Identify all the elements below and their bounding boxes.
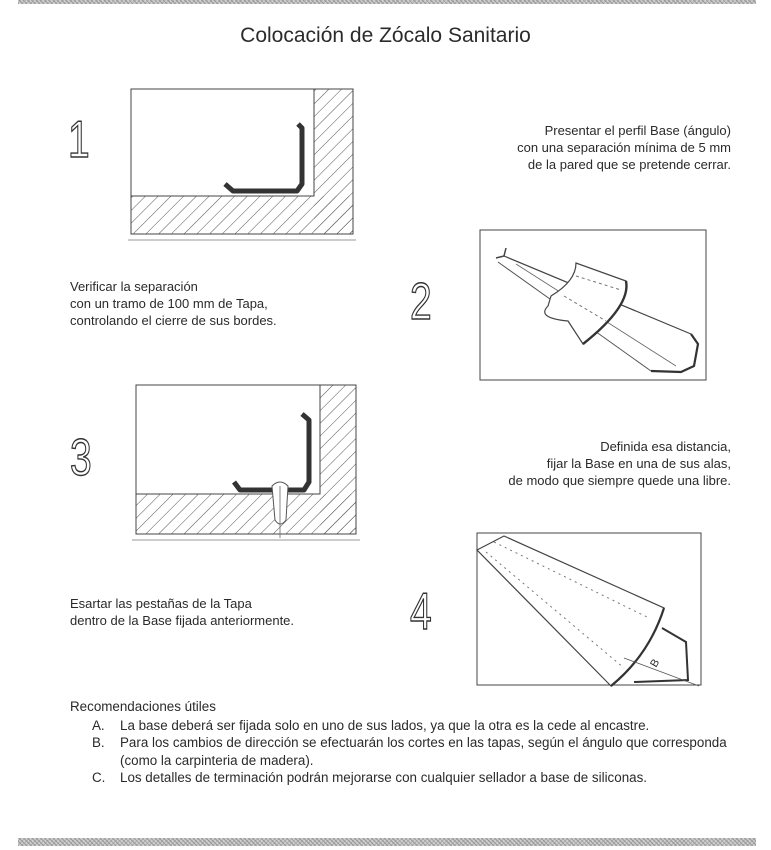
wall-hatch [314, 89, 353, 234]
recommendations [70, 698, 760, 787]
step-1-number: 1 [68, 111, 90, 169]
item-text: Los detalles de terminación podrán mejorarse con cualquier sellador a base de siliconas. [120, 770, 648, 785]
item-marker: A. [92, 717, 105, 733]
step-2-text: Verificar la separación con un tramo de 100 mm de Tapa, controlando el cierre de sus bordes. [70, 279, 277, 328]
recommendation-item [92, 734, 760, 769]
step-3-figure [132, 382, 362, 542]
recommendation-item [92, 717, 760, 735]
step-3-text: Definida esa distancia, fijar la Base en una de sus alas, de modo que siempre quede una libre. [508, 439, 731, 488]
step-1-text: Presentar el perfil Base (ángulo) con una separación mínima de 5 mm de la pared que se pretende cerrar. [517, 123, 731, 172]
page-title: Colocación de Zócalo Sanitario [240, 24, 531, 47]
item-marker: B. [92, 735, 105, 750]
top-decorative-band [18, 0, 756, 4]
step-1-figure [128, 86, 358, 244]
step-3-number: 3 [70, 429, 92, 487]
recommendations-list [70, 717, 760, 787]
recommendations-heading: Recomendaciones útiles [70, 699, 216, 714]
step-2-figure [476, 226, 710, 384]
item-text: Para los cambios de dirección se efectuarán los cortes en las tapas, según el ángulo que corresponda (como la carpinteria de madera). [120, 735, 727, 768]
step-4-figure [474, 530, 706, 690]
item-marker: C. [92, 770, 106, 785]
bottom-decorative-band [18, 838, 756, 846]
item-text: La base deberá ser fijada solo en uno de sus lados, ya que la otra es la cede al encastre. [120, 717, 650, 733]
figure-4-label: B [648, 657, 663, 670]
step-2-number: 2 [410, 273, 432, 331]
step-4-text: Esartar las pestañas de la Tapa dentro de la Base fijada anteriormente. [70, 596, 295, 628]
recommendation-item [92, 769, 760, 787]
step-4-number: 4 [410, 583, 432, 641]
